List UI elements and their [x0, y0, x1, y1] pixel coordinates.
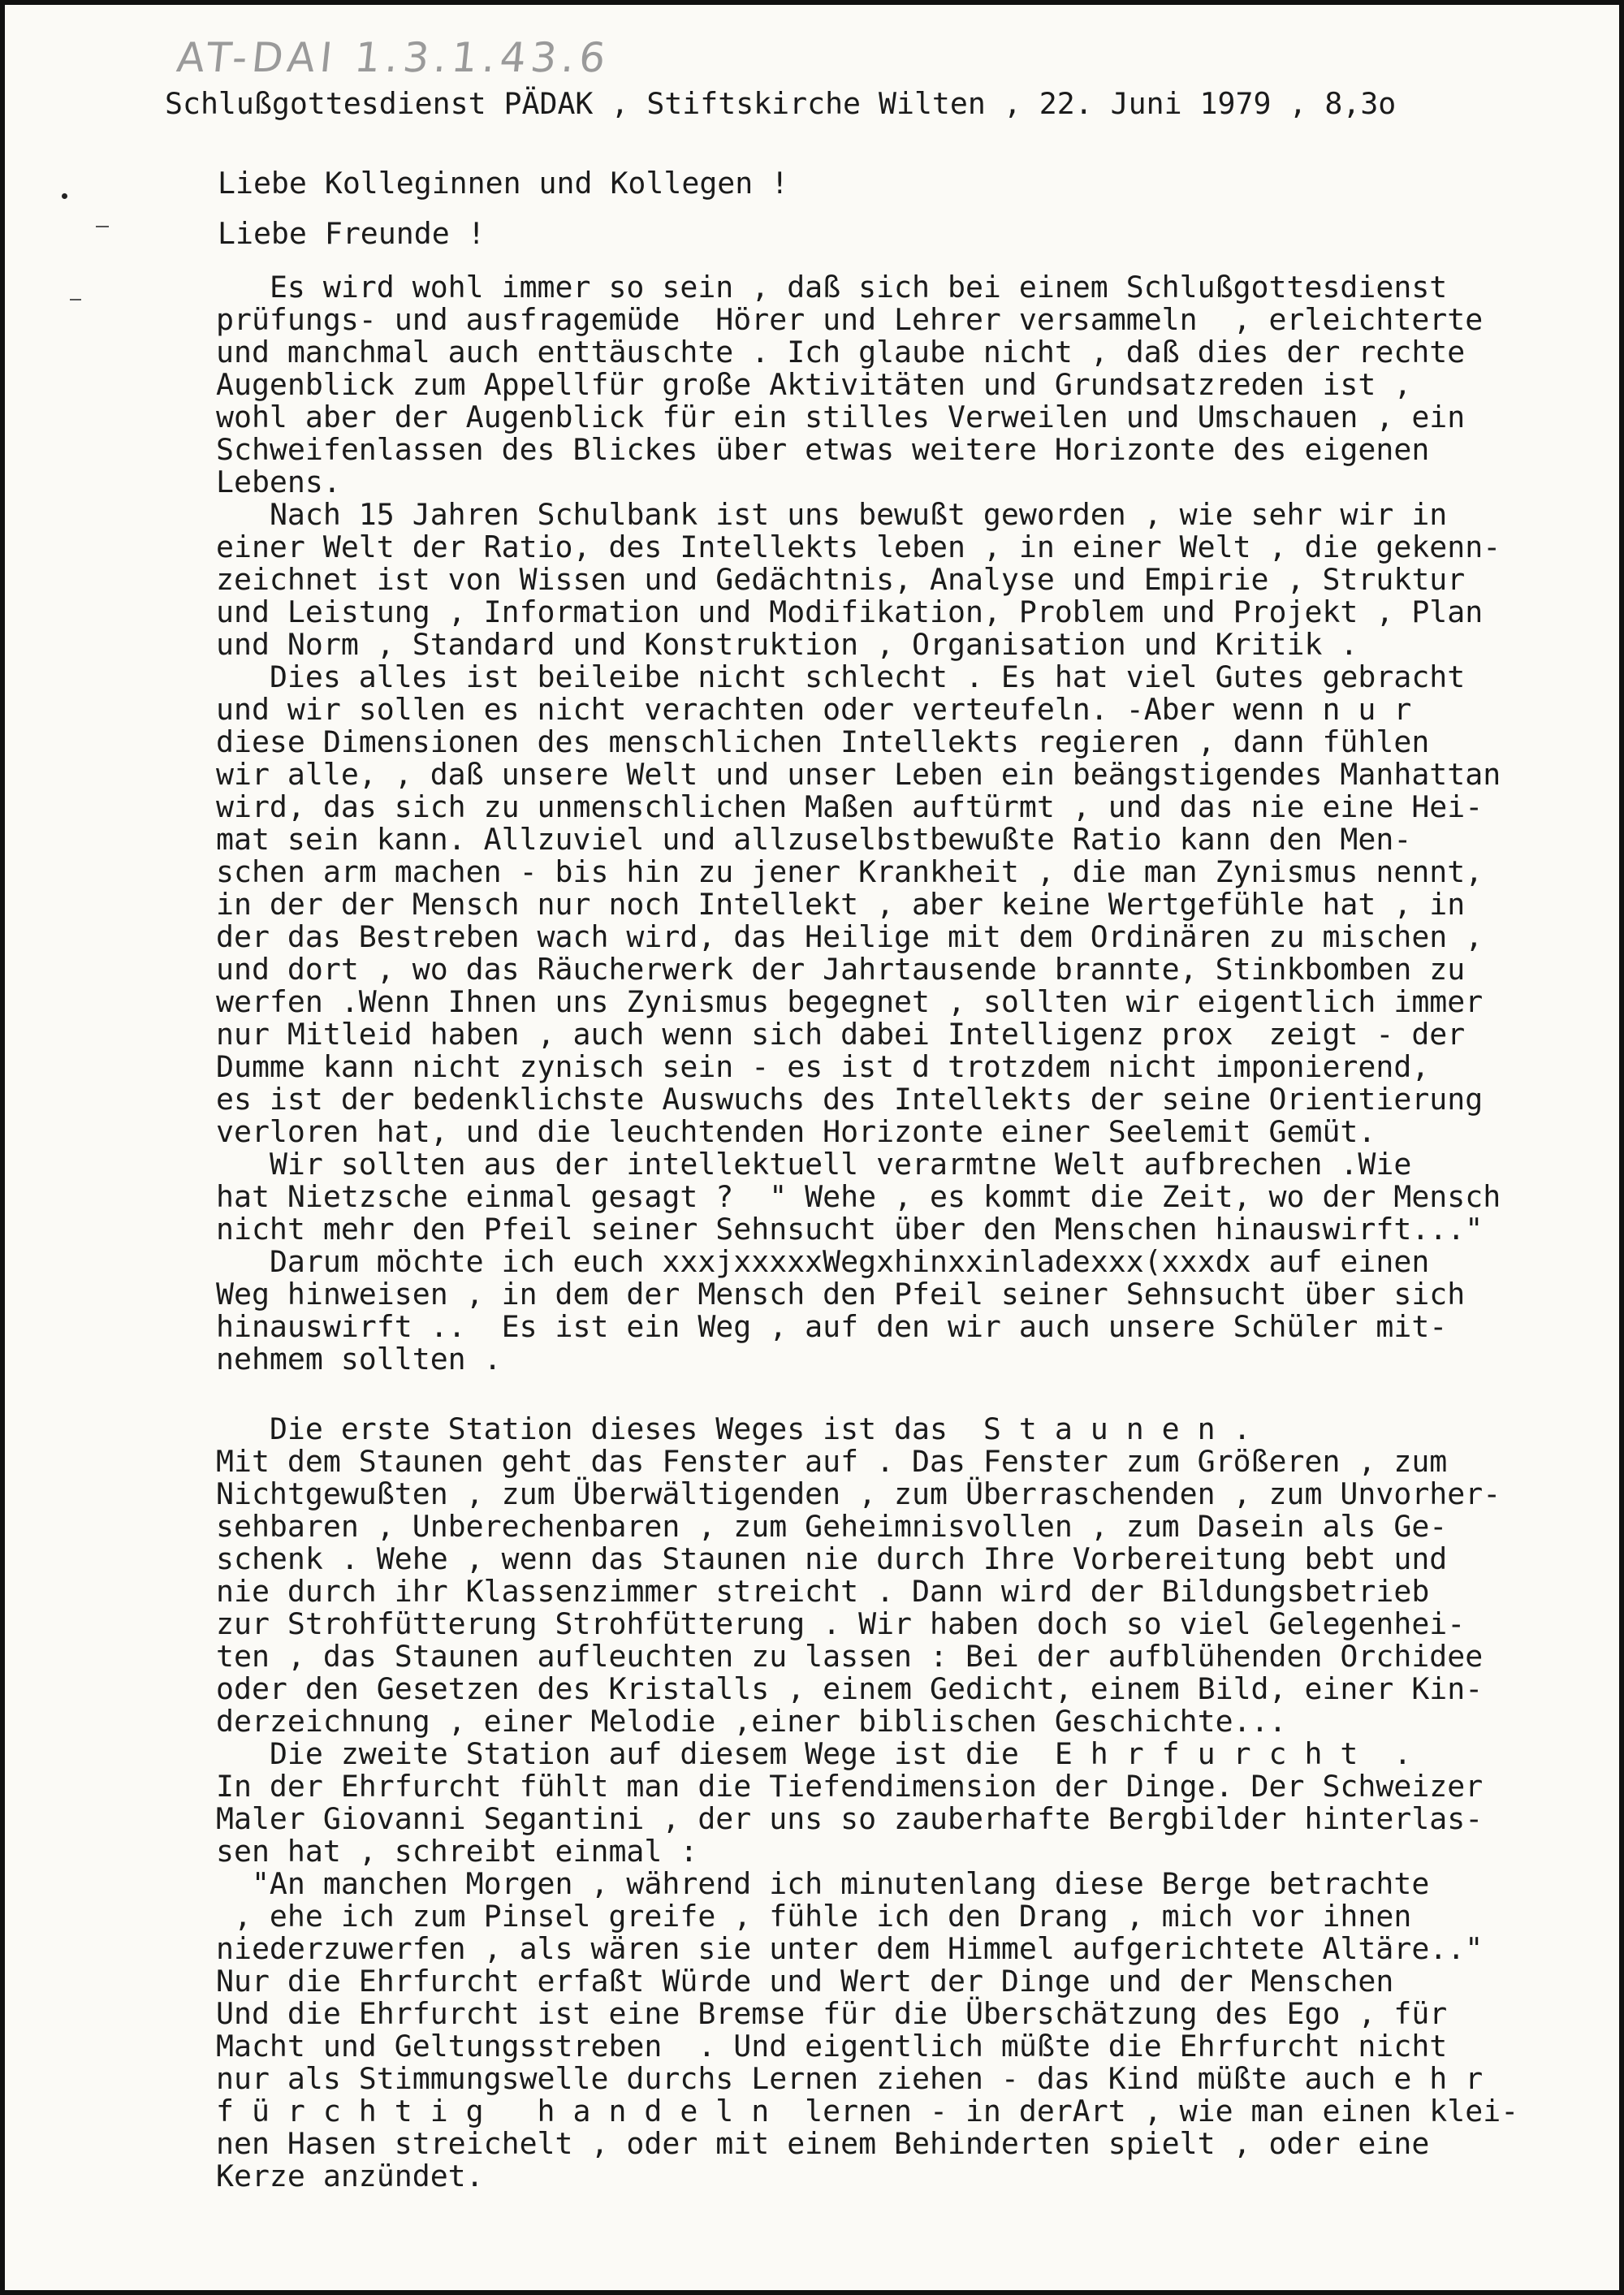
text-line: , ehe ich zum Pinsel greife , fühle ich den Drang , mich vor ihnen: [216, 1899, 1412, 1934]
text-line: Nach 15 Jahren Schulbank ist uns bewußt geworden , wie sehr wir in: [216, 497, 1448, 532]
text-line: und Leistung , Information und Modifikation, Problem und Projekt , Plan: [216, 594, 1484, 629]
text-line: einer Welt der Ratio, des Intellekts leben , in einer Welt , die gekenn-: [216, 529, 1501, 564]
text-line: mat sein kann. Allzuviel und allzuselbstbewußte Ratio kann den Men-: [216, 822, 1412, 857]
text-line: Nur die Ehrfurcht erfaßt Würde und Wert der Dinge und der Menschen: [216, 1964, 1394, 1999]
text-line: zeichnet ist von Wissen und Gedächtnis, Analyse und Empirie , Struktur: [216, 562, 1466, 597]
text-line: oder den Gesetzen des Kristalls , einem Gedicht, einem Bild, einer Kin-: [216, 1671, 1484, 1706]
text-line: diese Dimensionen des menschlichen Intellekts regieren , dann fühlen: [216, 724, 1430, 759]
margin-mark: [96, 226, 109, 227]
paragraph-block-1: [216, 271, 1614, 1376]
text-line: Dies alles ist beileibe nicht schlecht . Es hat viel Gutes gebracht: [216, 659, 1466, 694]
text-line: nur Mitleid haben , auch wenn sich dabei Intelligenz prox zeigt - der: [216, 1017, 1466, 1052]
text-line: es ist der bedenklichste Auswuchs des Intellekts der seine Orientierung: [216, 1082, 1484, 1117]
text-line: sehbaren , Unberechenbaren , zum Geheimnisvollen , zum Dasein als Ge-: [216, 1509, 1448, 1544]
text-line: verloren hat, und die leuchtenden Horizonte einer Seelemit Gemüt.: [216, 1114, 1376, 1149]
text-line: zur Strohfütterung Strohfütterung . Wir haben doch so viel Gelegenhei-: [216, 1606, 1466, 1641]
text-line: Augenblick zum Appellfür große Aktivitäten und Grundsatzreden ist ,: [216, 367, 1412, 402]
text-line: wir alle, , daß unsere Welt und unser Leben ein beängstigendes Manhattan: [216, 757, 1501, 792]
text-line: der das Bestreben wach wird, das Heilige mit dem Ordinären zu mischen ,: [216, 919, 1484, 954]
text-line: Lebens.: [216, 465, 341, 499]
text-line: nur als Stimmungswelle durchs Lernen ziehen - das Kind müßte auch e h r: [216, 2061, 1484, 2096]
text-line: nie durch ihr Klassenzimmer streicht . Dann wird der Bildungsbetrieb: [216, 1574, 1430, 1609]
text-line: In der Ehrfurcht fühlt man die Tiefendimension der Dinge. Der Schweizer: [216, 1769, 1484, 1804]
text-line: Die erste Station dieses Weges ist das S t a u n e n .: [216, 1411, 1251, 1446]
text-line: Maler Giovanni Segantini , der uns so zauberhafte Bergbilder hinterlas-: [216, 1801, 1484, 1836]
text-line: hat Nietzsche einmal gesagt ? " Wehe , es kommt die Zeit, wo der Mensch: [216, 1179, 1501, 1214]
text-line: Dumme kann nicht zynisch sein - es ist d trotzdem nicht imponierend,: [216, 1049, 1430, 1084]
text-line: wohl aber der Augenblick für ein stilles Verweilen und Umschauen , ein: [216, 400, 1466, 434]
text-line: Es wird wohl immer so sein , daß sich bei einem Schlußgottesdienst: [216, 270, 1448, 305]
archive-id-stamp: AT-DAI 1.3.1.43.6: [174, 34, 613, 81]
text-line: und manchmal auch enttäuschte . Ich glaube nicht , daß dies der rechte: [216, 335, 1466, 370]
text-line: nicht mehr den Pfeil seiner Sehnsucht über den Menschen hinauswirft...": [216, 1212, 1484, 1247]
text-line: hinauswirft .. Es ist ein Weg , auf den wir auch unsere Schüler mit-: [216, 1309, 1448, 1344]
text-line: prüfungs- und ausfragemüde Hörer und Lehrer versammeln , erleichterte: [216, 302, 1484, 337]
text-line: sen hat , schreibt einmal :: [216, 1834, 698, 1869]
paragraph-block-2: [216, 1413, 1614, 2193]
text-line: nehmem sollten .: [216, 1342, 502, 1377]
text-line: und Norm , Standard und Konstruktion , Organisation und Kritik .: [216, 627, 1358, 662]
salutation-line: Liebe Kolleginnen und Kollegen !: [218, 166, 789, 201]
text-line: werfen .Wenn Ihnen uns Zynismus begegnet , sollten wir eigentlich immer: [216, 984, 1484, 1019]
text-line: Und die Ehrfurcht ist eine Bremse für die Überschätzung des Ego , für: [216, 1996, 1448, 2031]
text-line: derzeichnung , einer Melodie ,einer biblischen Geschichte...: [216, 1704, 1287, 1739]
text-line: Darum möchte ich euch xxxjxxxxxWegxhinxxinladexxx(xxxdx auf einen: [216, 1244, 1430, 1279]
text-line: schenk . Wehe , wenn das Staunen nie durch Ihre Vorbereitung bebt und: [216, 1541, 1448, 1576]
text-line: Nichtgewußten , zum Überwältigenden , zum Überraschenden , zum Unvorher-: [216, 1476, 1501, 1511]
text-line: Wir sollten aus der intellektuell verarmtne Welt aufbrechen .Wie: [216, 1147, 1412, 1182]
text-line: Mit dem Staunen geht das Fenster auf . Das Fenster zum Größeren , zum: [216, 1444, 1448, 1479]
text-line: ten , das Staunen aufleuchten zu lassen : Bei der aufblühenden Orchidee: [216, 1639, 1484, 1674]
text-line: Die zweite Station auf diesem Wege ist die E h r f u r c h t .: [216, 1736, 1412, 1771]
margin-mark: [62, 193, 67, 199]
text-line: und wir sollen es nicht verachten oder verteufeln. -Aber wenn n u r: [216, 692, 1412, 727]
salutation-line: Liebe Freunde !: [218, 216, 486, 251]
text-line: und dort , wo das Räucherwerk der Jahrtausende brannte, Stinkbomben zu: [216, 952, 1466, 987]
text-line: wird, das sich zu unmenschlichen Maßen auftürmt , und das nie eine Hei-: [216, 789, 1484, 824]
document-header: Schlußgottesdienst PÄDAK , Stiftskirche Wilten , 22. Juni 1979 , 8,3o: [165, 86, 1397, 121]
text-line: Macht und Geltungsstreben . Und eigentlich müßte die Ehrfurcht nicht: [216, 2029, 1448, 2064]
text-line: f ü r c h t i g h a n d e l n lernen - in derArt , wie man einen klei-: [216, 2094, 1519, 2129]
text-line: Schweifenlassen des Blickes über etwas weitere Horizonte des eigenen: [216, 432, 1430, 467]
text-line: nen Hasen streichelt , oder mit einem Behinderten spielt , oder eine: [216, 2126, 1430, 2161]
text-line: "An manchen Morgen , während ich minutenlang diese Berge betrachte: [216, 1866, 1430, 1901]
text-line: in der der Mensch nur noch Intellekt , aber keine Wertgefühle hat , in: [216, 887, 1466, 922]
text-line: niederzuwerfen , als wären sie unter dem Himmel aufgerichtete Altäre..": [216, 1931, 1484, 1966]
text-line: Weg hinweisen , in dem der Mensch den Pfeil seiner Sehnsucht über sich: [216, 1277, 1466, 1312]
text-line: schen arm machen - bis hin zu jener Krankheit , die man Zynismus nennt,: [216, 854, 1484, 889]
margin-mark: [70, 299, 81, 300]
letter-body: [218, 167, 1614, 2193]
text-line: Kerze anzündet.: [216, 2159, 484, 2193]
